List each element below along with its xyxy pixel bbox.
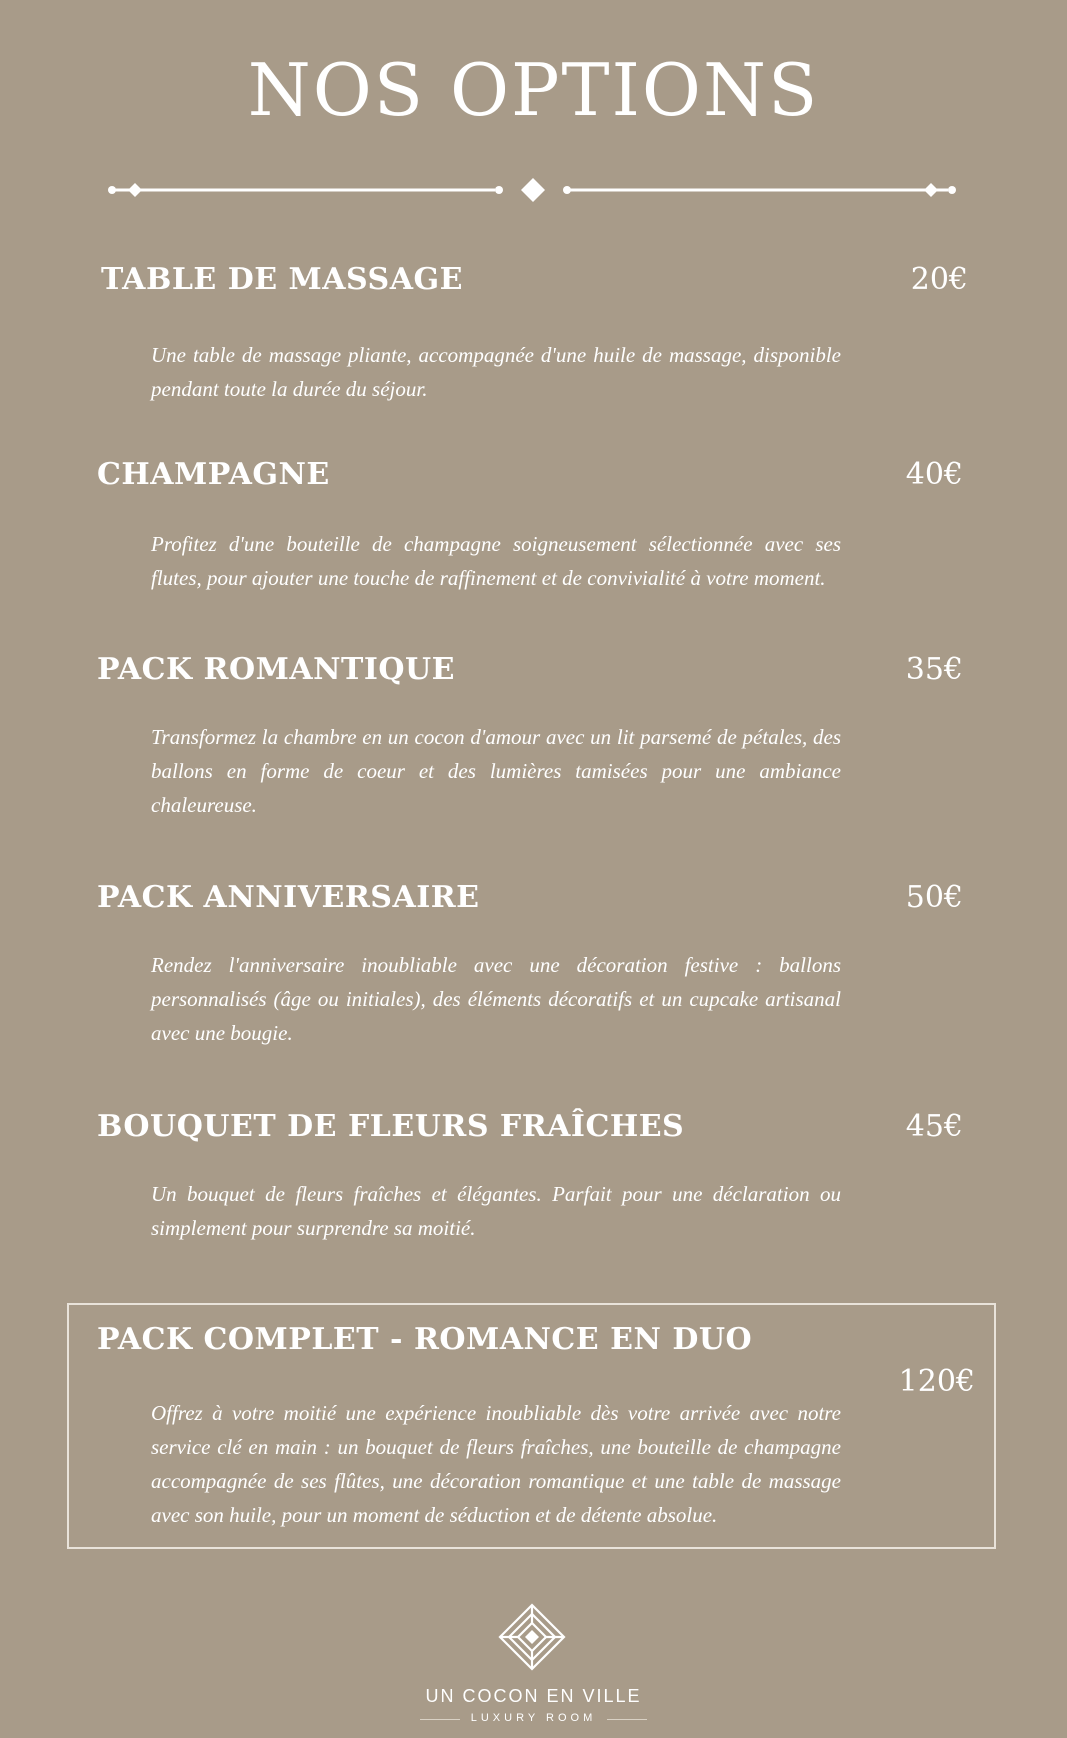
option-description: Un bouquet de fleurs fraîches et élégantes. Parfait pour une déclaration ou simplement pour surprendre sa moitié. bbox=[151, 1182, 841, 1240]
option-price: 120€ bbox=[898, 1364, 975, 1399]
option-price: 35€ bbox=[905, 652, 963, 687]
option-name: PACK COMPLET - ROMANCE EN DUO bbox=[97, 1322, 753, 1357]
option-description: Une table de massage pliante, accompagnée d'une huile de massage, disponible pendant toute la durée du séjour. bbox=[151, 343, 841, 401]
option-price: 40€ bbox=[905, 457, 963, 492]
option-name: CHAMPAGNE bbox=[97, 457, 330, 492]
option-description: Profitez d'une bouteille de champagne soigneusement sélectionnée avec ses flutes, pour ajouter une touche de raffinement et de convivialité à votre moment. bbox=[151, 532, 841, 590]
page-title: NOS OPTIONS bbox=[247, 48, 820, 132]
option-name: PACK ANNIVERSAIRE bbox=[97, 880, 480, 915]
brand-tagline: LUXURY ROOM bbox=[470, 1712, 597, 1724]
brand-logo-icon bbox=[497, 1602, 567, 1672]
option-description: Rendez l'anniversaire inoubliable avec une décoration festive : ballons personnalisés (âge ou initiales), des éléments décoratifs et un cupcake artisanal avec une bougie. bbox=[151, 953, 841, 1045]
brand-name: UN COCON EN VILLE bbox=[425, 1686, 642, 1706]
option-name: TABLE DE MASSAGE bbox=[101, 262, 463, 297]
option-price: 50€ bbox=[905, 880, 963, 915]
tagline-rule-right bbox=[607, 1719, 647, 1720]
option-name: PACK ROMANTIQUE bbox=[97, 652, 456, 687]
option-name: BOUQUET DE FLEURS FRAÎCHES bbox=[97, 1109, 685, 1144]
option-price: 20€ bbox=[910, 262, 968, 297]
option-description: Transformez la chambre en un cocon d'amour avec un lit parsemé de pétales, des ballons en forme de coeur et des lumières tamisées pour une ambiance chaleureuse. bbox=[151, 725, 841, 817]
title-divider-ornament bbox=[100, 172, 966, 212]
option-price: 45€ bbox=[905, 1109, 963, 1144]
option-description: Offrez à votre moitié une expérience inoubliable dès votre arrivée avec notre service clé en main : un bouquet de fleurs fraîches, une bouteille de champagne accompagnée de ses flûtes, une décoration romantique et une table de massage avec son huile, pour un moment de séduction et de détente absolue. bbox=[151, 1401, 841, 1527]
